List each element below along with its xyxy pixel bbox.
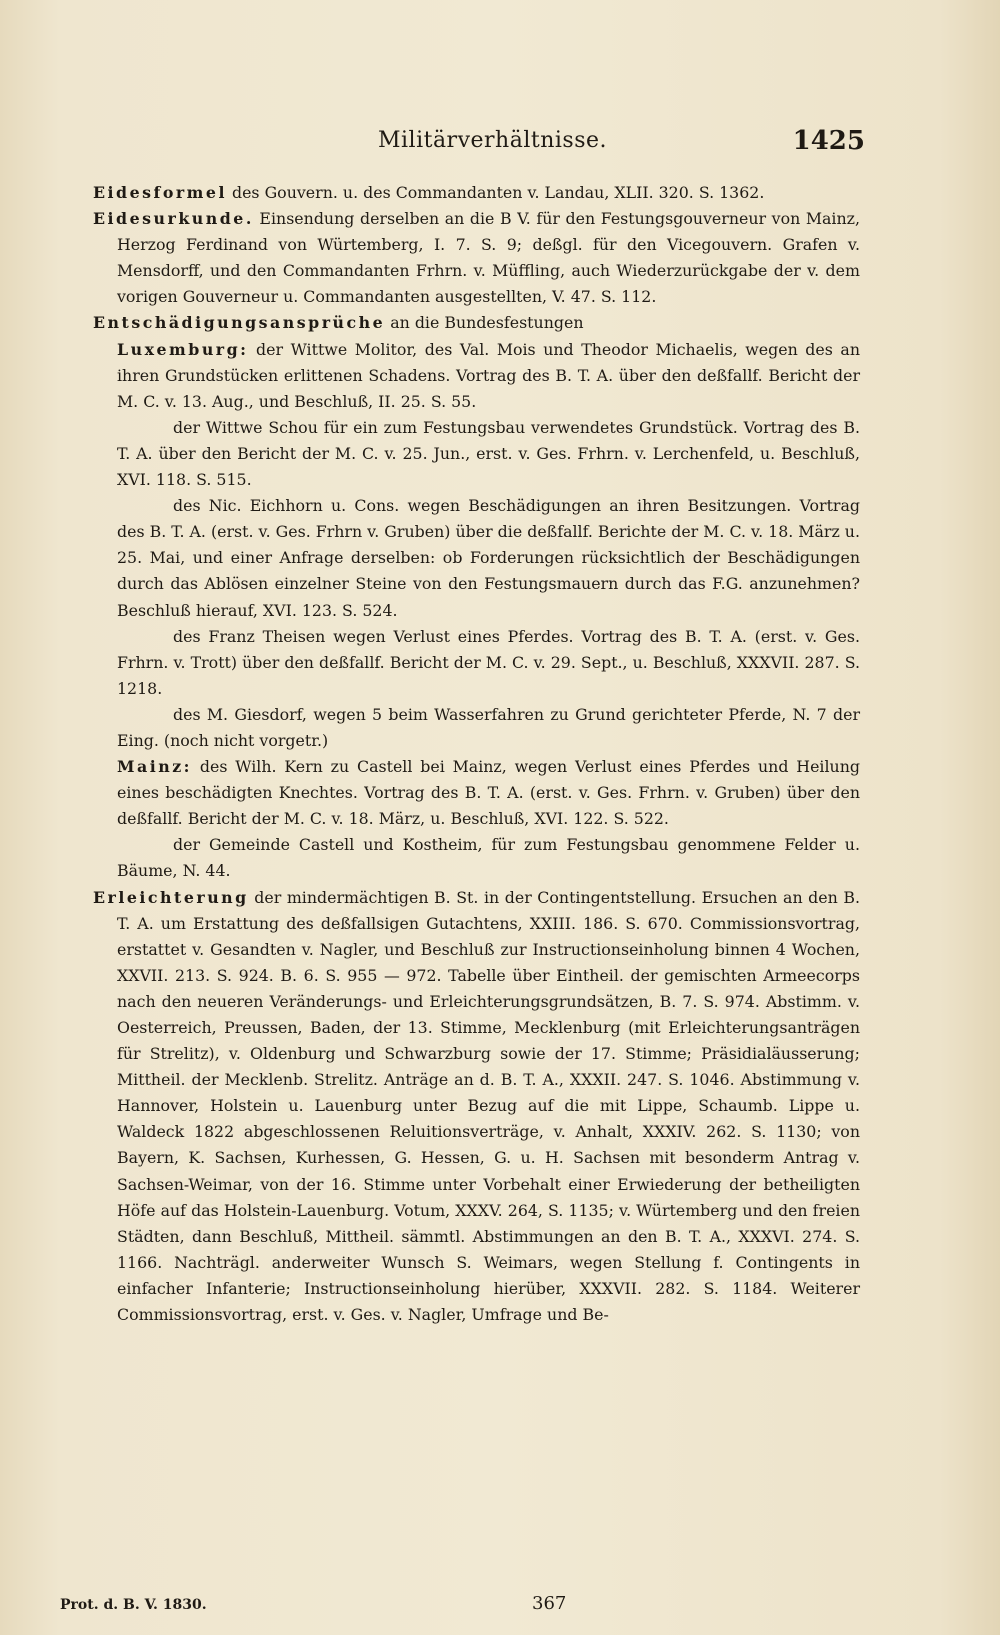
footer-signature: Prot. d. B. V. 1830. <box>60 1597 207 1613</box>
sub-entry <box>93 754 860 832</box>
entry-text: des Wilh. Kern zu Castell bei Mainz, wegen Verlust eines Pferdes und Heilung eines beschädigten Knechtes. Vortrag des B. T. A. (erst. v. Ges. Frhrn. v. Gruben) über den deßfallf. Bericht der M. C. v. 18. März, u. Beschluß, XVI. 122. S. 522. <box>117 757 860 829</box>
sub-entry <box>93 493 860 623</box>
entry-text: des Franz Theisen wegen Verlust eines Pferdes. Vortrag des B. T. A. (erst. v. Ges. Frhrn. v. Trott) über den deßfallf. Bericht der M. C. v. 29. Sept., u. Beschluß, XXXVII. 287. S. 1218. <box>117 626 860 698</box>
page-footer <box>60 1593 860 1621</box>
entry-text: der Wittwe Molitor, des Val. Mois und Theodor Michaelis, wegen des an ihren Grundstücken erlittenen Schadens. Vortrag des B. T. A. über den deßfallf. Bericht der M. C. v. 13. Aug., und Beschluß, II. 25. S. 55. <box>117 339 860 411</box>
entry-text: des M. Giesdorf, wegen 5 beim Wasserfahren zu Grund gerichteter Pferde, N. 7 der Eing. (noch nicht vorgetr.) <box>117 704 860 750</box>
entry-text: der Gemeinde Castell und Kostheim, für zum Festungsbau genommene Felder u. Bäume, N. 44. <box>117 835 860 881</box>
running-title: Militärverhältnisse. <box>377 128 608 153</box>
index-entry <box>93 206 860 310</box>
entry-keyword: Eidesurkunde. <box>93 209 254 229</box>
entry-text: der mindermächtigen B. St. in der Contingentstellung. Ersuchen an den B. T. A. um Erstattung des deßfallsigen Gutachtens, XXIII. 186. S. 670. Commissionsvortrag, erstattet v. Gesandten v. Nagler, und Beschluß zur Instructionseinholung binnen 4 Wochen, XXVII. 213. S. 924. B. 6. S. 955 — 972. Tabelle über Eintheil. der gemischten Armeecorps nach den neueren Veränderungs- und Erleichterungsgrundsätzen, B. 7. S. 974. Abstimm. v. Oesterreich, Preussen, Baden, der 13. Stimme, Mecklenburg (mit Erleichterungsanträgen für Strelitz), v. Oldenburg und Schwarzburg sowie der 17. Stimme; Präsidialäusserung; Mittheil. der Mecklenb. Strelitz. Anträge an d. B. T. A., XXXII. 247. S. 1046. Abstimmung v. Hannover, Holstein u. Lauenburg unter Bezug auf die mit Lippe, Schaumb. Lippe u. Waldeck 1822 abgeschlossenen Reluitionsverträge, v. Anhalt, XXXIV. 262. S. 1130; von Bayern, K. Sachsen, Kurhessen, G. Hessen, G. u. H. Sachsen mit besonderm Antrag v. Sachsen-Weimar, von der 16. Stimme unter Vorbehalt einer Erwiederung der betheiligten Höfe auf das Holstein-Lauenburg. Votum, XXXV. 264, S. 1135; v. Würtemberg und den freien Städten, dann Beschluß, Mittheil. sämmtl. Abstimmungen an den B. T. A., XXXVI. 274. S. 1166. Nachträgl. anderweiter Wunsch S. Weimars, wegen Stellung f. Contingents in einfacher Infanterie; Instructionseinholung hierüber, XXXVII. 282. S. 1184. Weiterer Commissionsvortrag, erst. v. Ges. v. Nagler, Umfrage und Be- <box>117 887 860 1325</box>
page-number: 1425 <box>792 126 865 156</box>
sub-entry <box>93 337 860 415</box>
entry-keyword: Eidesformel <box>93 183 227 202</box>
entry-text: Einsendung derselben an die B V. für den Festungsgouverneur von Mainz, Herzog Ferdinand von Würtemberg, I. 7. S. 9; deßgl. für den Vicegouvern. Grafen v. Mensdorff, und den Commandanten Frhrn. v. Müffling, auch Wiederzurückgabe der v. dem vorigen Gouverneur u. Commandanten ausgestellten, V. 47. S. 112. <box>117 209 860 307</box>
entry-keyword: Entschädigungsansprüche <box>93 313 386 333</box>
entry-text: des Nic. Eichhorn u. Cons. wegen Beschädigungen an ihren Besitzungen. Vortrag des B. T. A. (erst. v. Ges. Frhrn v. Gruben) über die deßfallf. Berichte der M. C. v. 18. März u. 25. Mai, und einer Anfrage derselben: ob Forderungen rücksichtlich der Beschädigungen durch das Ablösen einzelner Steine von den Festungsmauern durch das F.G. anzunehmen? Beschluß hierauf, XVI. 123. S. 524. <box>117 496 860 620</box>
entry-text: an die Bundesfestungen <box>385 313 584 333</box>
page-header <box>120 128 865 168</box>
index-text <box>93 180 860 1328</box>
entry-keyword: Erleichterung <box>93 887 249 907</box>
sub-entry <box>93 702 860 754</box>
entry-text: des Gouvern. u. des Commandanten v. Landau, XLII. 320. S. 1362. <box>226 183 765 202</box>
sub-entry <box>93 832 860 884</box>
index-entry <box>93 885 860 1329</box>
sub-entry <box>93 624 860 702</box>
footer-sheet-number: 367 <box>532 1593 567 1614</box>
index-entry <box>93 310 860 336</box>
index-entry <box>93 180 860 206</box>
place-name: Luxemburg: <box>117 339 249 359</box>
sub-entry <box>93 415 860 493</box>
place-name: Mainz: <box>117 757 193 777</box>
entry-text: der Wittwe Schou für ein zum Festungsbau verwendetes Grundstück. Vortrag des B. T. A. über den Bericht der M. C. v. 25. Jun., erst. v. Ges. Frhrn. v. Lerchenfeld, u. Beschluß, XVI. 118. S. 515. <box>117 417 860 490</box>
